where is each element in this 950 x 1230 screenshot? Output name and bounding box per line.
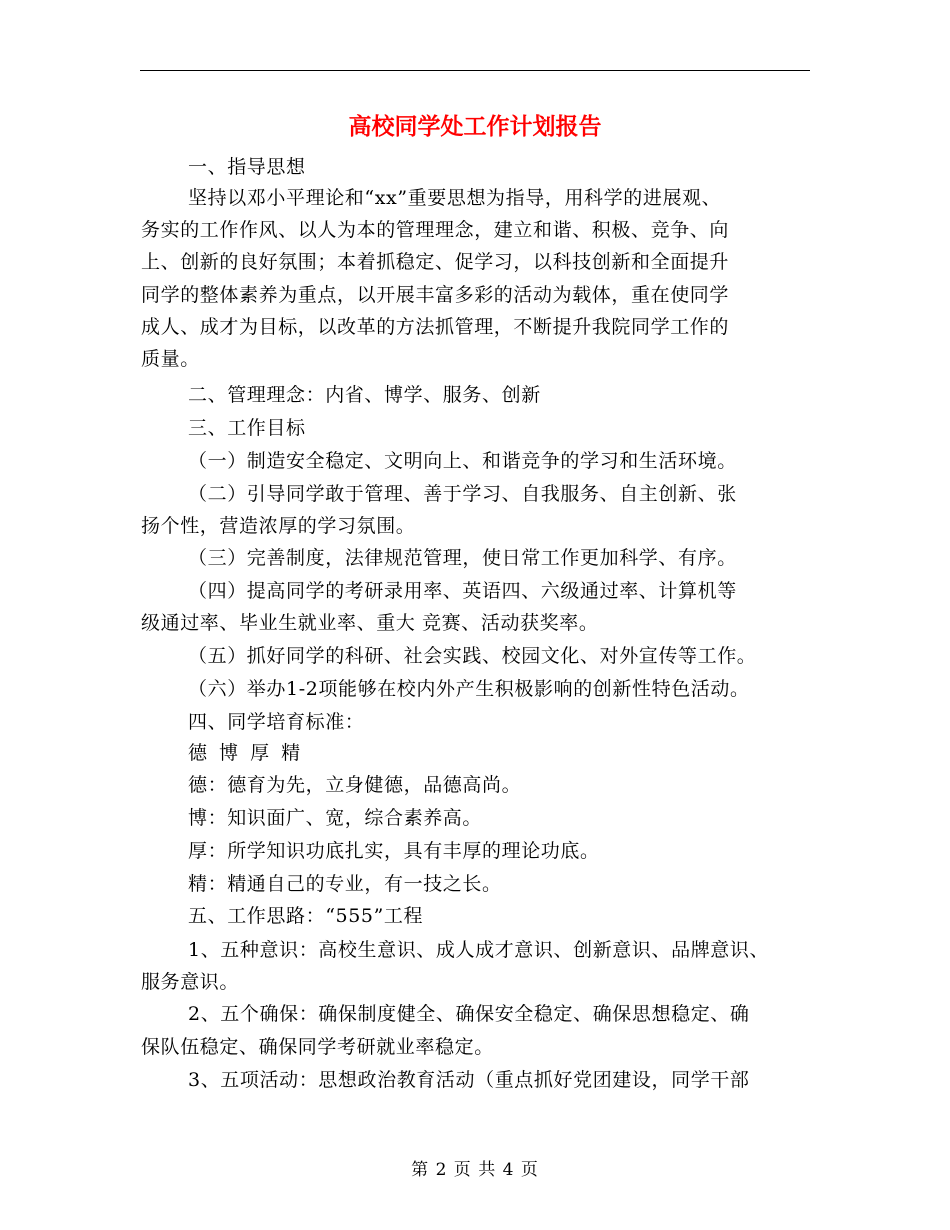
paragraph-line: 质量。 <box>141 348 200 370</box>
paragraph-line: （五）抓好同学的科研、社会实践、校园文化、对外宣传等工作。 <box>188 645 757 667</box>
page-number: 第 2 页 共 4 页 <box>411 1160 539 1180</box>
paragraph-line: 坚持以邓小平理论和“xx”重要思想为指导，用科学的进展观、 <box>188 187 722 209</box>
section-heading: 二、管理理念：内省、博学、服务、创新 <box>188 384 541 406</box>
paragraph-line: （二）引导同学敢于管理、善于学习、自我服务、自主创新、张 <box>188 483 737 505</box>
paragraph-line: 级通过率、毕业生就业率、重大 竞赛、活动获奖率。 <box>141 612 599 634</box>
paragraph-line: 3、五项活动：思想政治教育活动（重点抓好党团建设，同学干部 <box>188 1069 750 1091</box>
document-title: 高校同学处工作计划报告 <box>348 113 602 140</box>
paragraph-line: 保队伍稳定、确保同学考研就业率稳定。 <box>141 1036 494 1058</box>
paragraph-line: 务实的工作作风、以人为本的管理理念，建立和谐、积极、竞争、向 <box>141 219 730 241</box>
section-heading: 五、工作思路：“555”工程 <box>188 905 424 927</box>
paragraph-line: 1、五种意识：高校生意识、成人成才意识、创新意识、品牌意识、 <box>188 939 770 961</box>
section-heading: 一、指导思想 <box>188 156 306 178</box>
section-heading: 四、同学培育标准： <box>188 711 365 733</box>
paragraph-line: 德 博 厚 精 <box>188 742 304 764</box>
paragraph-line: （六）举办1-2项能够在校内外产生积极影响的创新性特色活动。 <box>188 678 750 700</box>
paragraph-line: 扬个性，营造浓厚的学习氛围。 <box>141 515 416 537</box>
paragraph-line: 精：精通自己的专业，有一技之长。 <box>188 873 502 895</box>
header-rule <box>140 70 810 71</box>
paragraph-line: （一）制造安全稳定、文明向上、和谐竞争的学习和生活环境。 <box>188 450 737 472</box>
paragraph-line: 上、创新的良好氛围；本着抓稳定、促学习，以科技创新和全面提升 <box>141 251 730 273</box>
paragraph-line: 德：德育为先，立身健德，品德高尚。 <box>188 774 522 796</box>
paragraph-line: 服务意识。 <box>141 971 240 993</box>
paragraph-line: 成人、成才为目标，以改革的方法抓管理，不断提升我院同学工作的 <box>141 316 730 338</box>
section-heading: 三、工作目标 <box>188 417 306 439</box>
paragraph-line: （四）提高同学的考研录用率、英语四、六级通过率、计算机等 <box>188 580 737 602</box>
paragraph-line: （三）完善制度，法律规范管理，使日常工作更加科学、有序。 <box>188 547 737 569</box>
paragraph-line: 2、五个确保：确保制度健全、确保安全稳定、确保思想稳定、确 <box>188 1003 750 1025</box>
paragraph-line: 博：知识面广、宽，综合素养高。 <box>188 807 483 829</box>
paragraph-line: 厚：所学知识功底扎实，具有丰厚的理论功底。 <box>188 840 600 862</box>
paragraph-line: 同学的整体素养为重点，以开展丰富多彩的活动为载体，重在使同学 <box>141 284 730 306</box>
